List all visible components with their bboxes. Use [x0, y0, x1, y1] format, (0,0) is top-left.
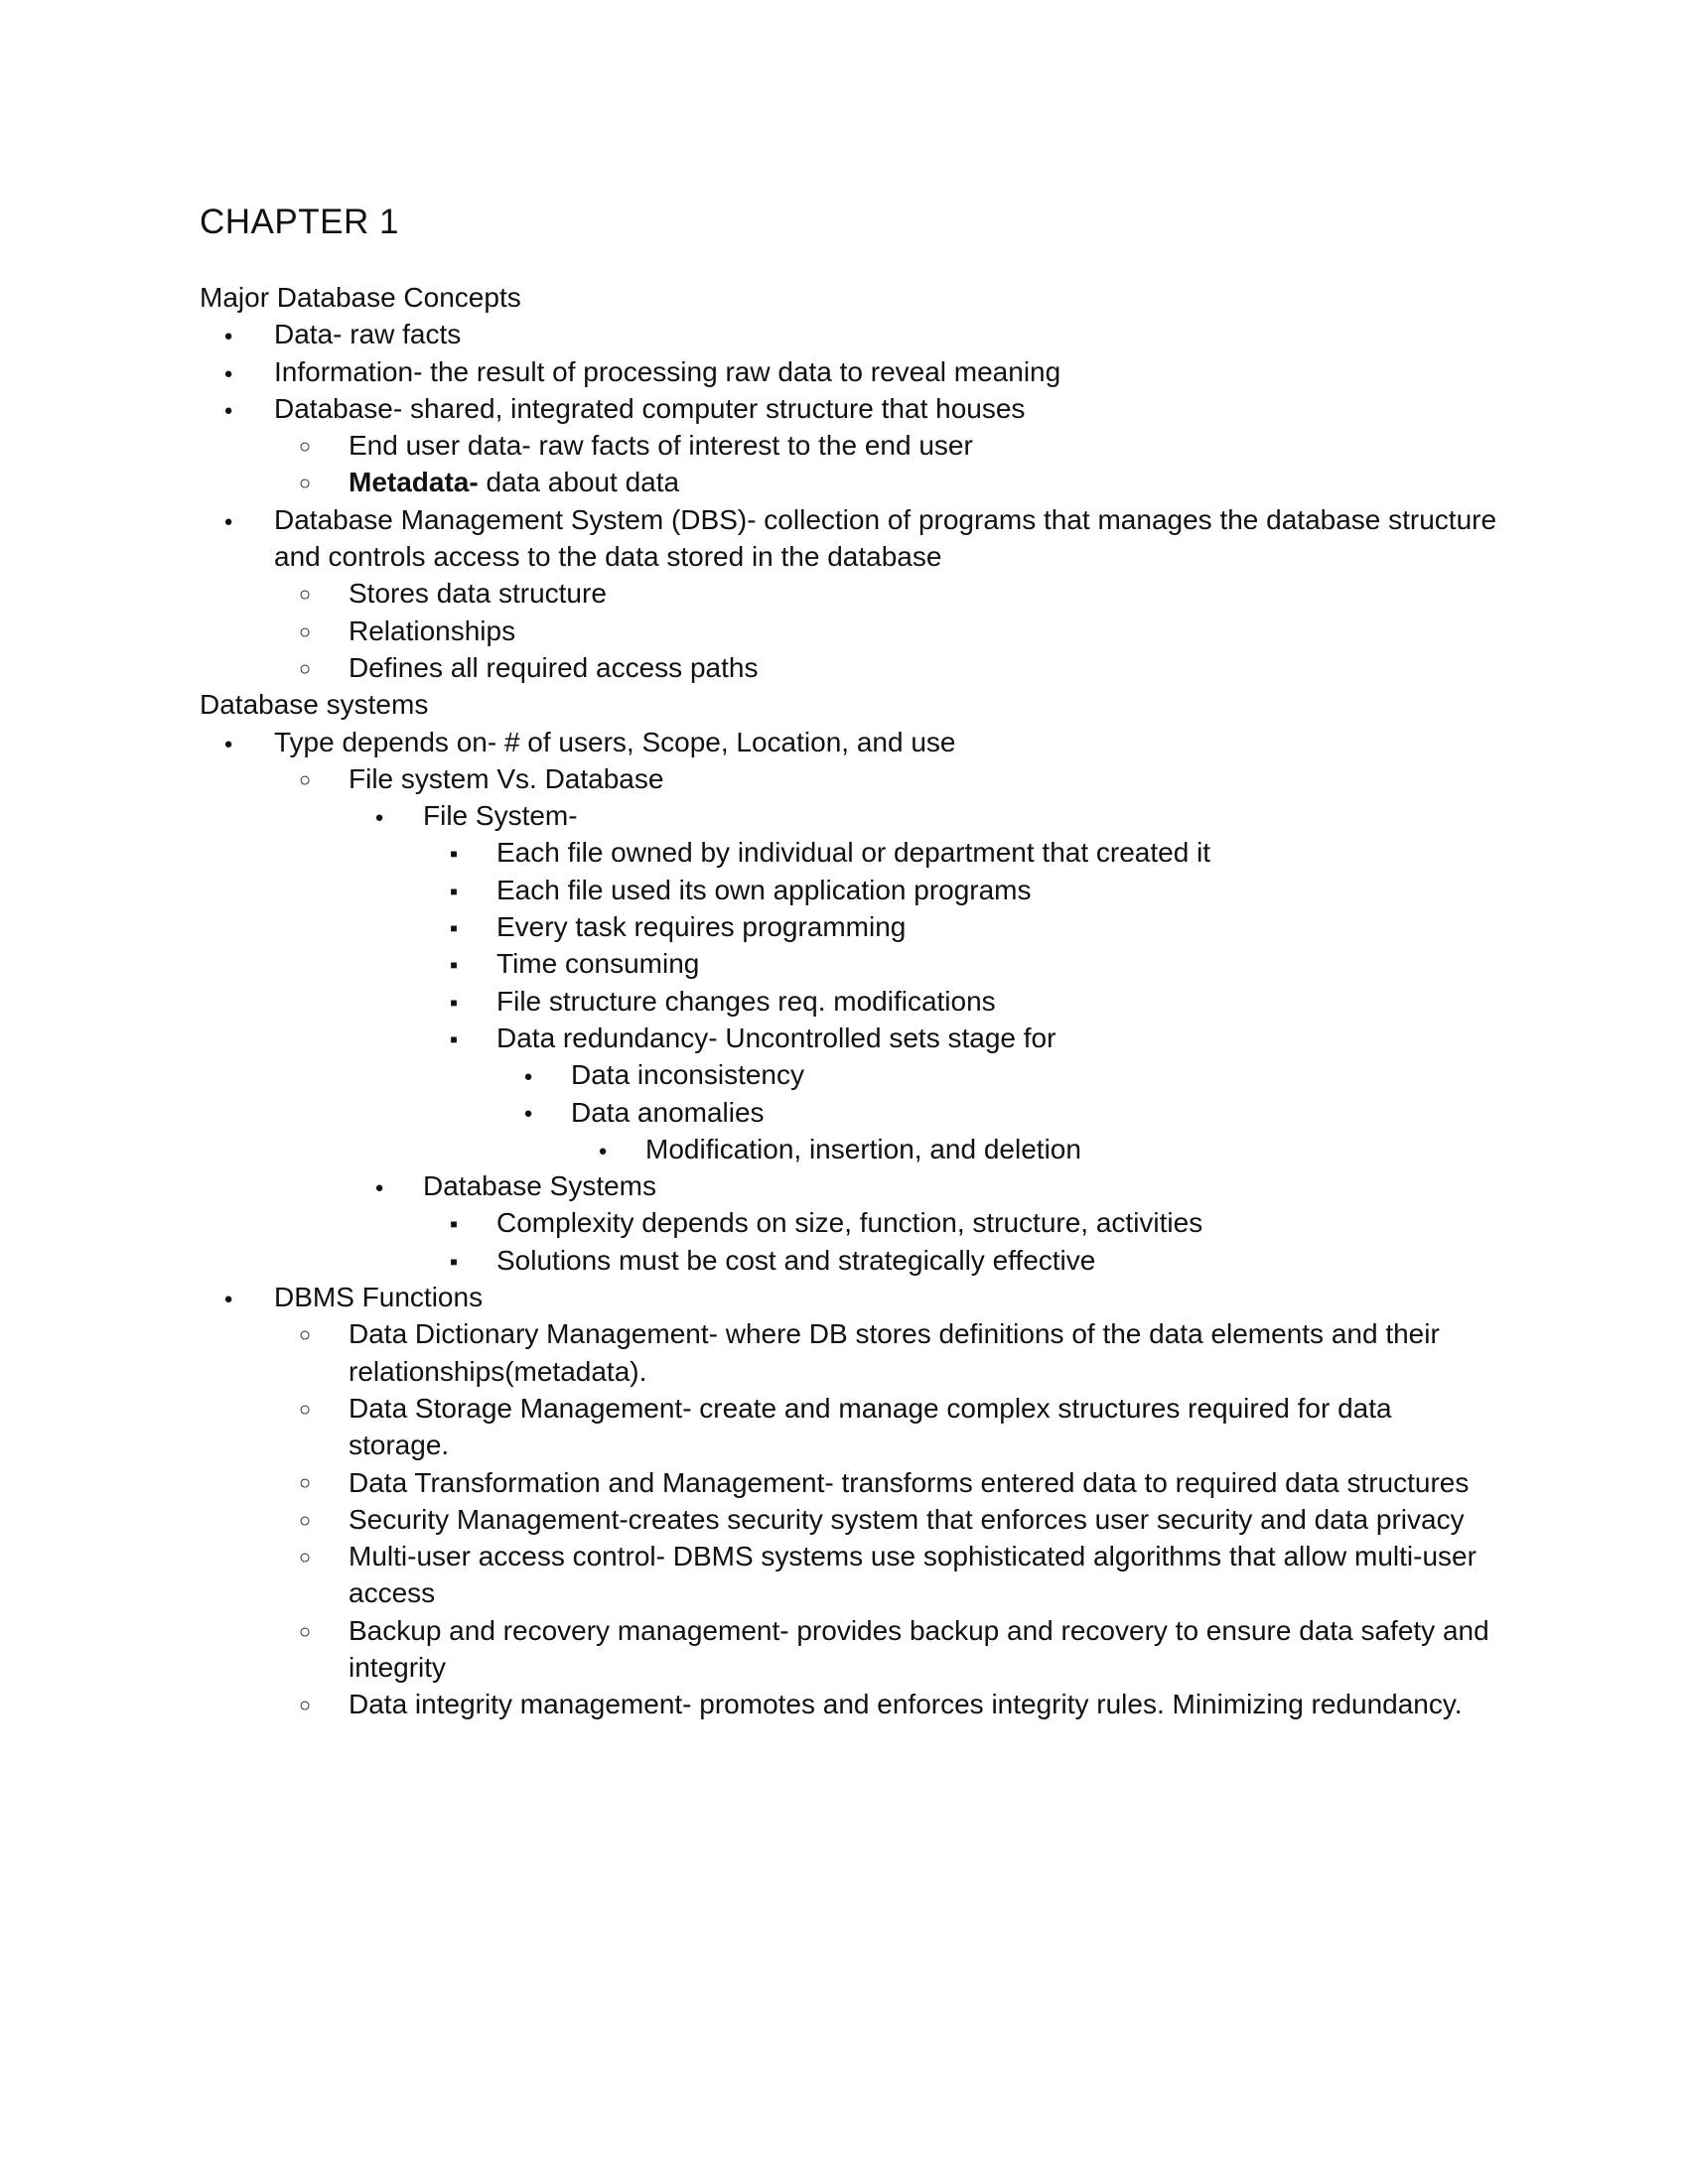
list-item: [0, 501, 1688, 538]
list-item-text: Each file owned by individual or department that created it: [496, 837, 1211, 869]
list-item: [0, 872, 1688, 908]
list-item: [0, 1131, 1688, 1167]
section-heading: [0, 279, 1688, 316]
list-item: [0, 390, 1688, 427]
list-item: [0, 1167, 1688, 1204]
disc-bullet-icon: [213, 316, 243, 354]
list-item-text: Complexity depends on size, function, structure, activities: [496, 1207, 1203, 1239]
list-item-text: Multi-user access control- DBMS systems use sophisticated algorithms that allow multi-user: [349, 1541, 1477, 1572]
list-item-text: [349, 464, 679, 500]
list-item: [0, 427, 1688, 464]
list-item-text: Database Systems: [423, 1170, 656, 1202]
circle-bullet-icon: [290, 1315, 320, 1354]
list-item-text: Data redundancy- Uncontrolled sets stage for: [496, 1022, 1056, 1053]
list-item: [0, 908, 1688, 945]
list-item: [0, 1612, 1688, 1649]
outline-list: [0, 279, 1688, 1723]
list-item: [0, 613, 1688, 649]
circle-bullet-icon: [290, 1612, 320, 1651]
list-item-text: DBMS Functions: [274, 1282, 484, 1313]
disc-bullet-icon: [364, 1167, 394, 1206]
list-item-text: File system Vs. Database: [349, 762, 664, 794]
disc-bullet-icon: [588, 1131, 618, 1169]
list-item: [0, 1056, 1688, 1093]
square-bullet-icon: [439, 945, 469, 984]
list-item-text: Data- raw facts: [274, 319, 462, 350]
square-bullet-icon: [439, 983, 469, 1022]
square-bullet-icon: [439, 834, 469, 873]
list-item-text: Defines all required access paths: [349, 651, 759, 683]
bold-term: Metadata-: [349, 467, 479, 498]
list-item-text: Data anomalies: [571, 1096, 765, 1128]
list-item: [0, 316, 1688, 352]
disc-bullet-icon: [213, 390, 243, 429]
term-definition: data about data: [478, 467, 680, 498]
list-item-text: Relationships: [349, 614, 516, 646]
list-item-text: Major Database Concepts: [200, 282, 521, 313]
disc-bullet-icon: [213, 724, 243, 762]
list-item: [0, 1538, 1688, 1574]
list-item-text: relationships(metadata).: [349, 1355, 647, 1387]
list-item-text: File structure changes req. modifications: [496, 985, 996, 1017]
disc-bullet-icon: [513, 1056, 543, 1095]
list-item: [0, 760, 1688, 797]
list-item-text: Database systems: [200, 689, 429, 721]
circle-bullet-icon: [290, 1464, 320, 1503]
list-item-text: Data Transformation and Management- transforms entered data to required data structures: [349, 1466, 1470, 1498]
circle-bullet-icon: [290, 1686, 320, 1724]
square-bullet-icon: [439, 1204, 469, 1243]
circle-bullet-icon: [290, 1538, 320, 1576]
list-item: [0, 1464, 1688, 1501]
disc-bullet-icon: [213, 353, 243, 392]
list-item-text: Database Management System (DBS)- collection of programs that manages the database structure: [274, 503, 1497, 535]
circle-bullet-icon: [290, 649, 320, 688]
list-item-text: Every task requires programming: [496, 911, 907, 943]
circle-bullet-icon: [290, 575, 320, 614]
list-item: [0, 1427, 1688, 1463]
list-item: [0, 649, 1688, 686]
square-bullet-icon: [439, 872, 469, 910]
square-bullet-icon: [439, 1242, 469, 1281]
list-item-text: Stores data structure: [349, 578, 607, 610]
list-item-text: Information- the result of processing raw data to reveal meaning: [274, 355, 1061, 387]
list-item: [0, 1686, 1688, 1722]
list-item-text: access: [349, 1577, 436, 1609]
list-item: [0, 945, 1688, 982]
list-item-text: File System-: [423, 800, 578, 832]
list-item: [0, 983, 1688, 1020]
list-item-text: and controls access to the data stored in the database: [274, 541, 942, 573]
disc-bullet-icon: [213, 1279, 243, 1317]
list-item-text: Modification, insertion, and deletion: [645, 1133, 1081, 1164]
list-item: [0, 1574, 1688, 1611]
list-item: [0, 464, 1688, 500]
list-item-text: Security Management-creates security system that enforces user security and data privacy: [349, 1503, 1465, 1535]
circle-bullet-icon: [290, 613, 320, 651]
list-item: [0, 1649, 1688, 1686]
list-item-text: integrity: [349, 1651, 447, 1683]
circle-bullet-icon: [290, 464, 320, 502]
list-item: [0, 797, 1688, 834]
disc-bullet-icon: [364, 797, 394, 836]
list-item-text: End user data- raw facts of interest to the end user: [349, 430, 973, 462]
list-item: [0, 538, 1688, 575]
square-bullet-icon: [439, 1020, 469, 1058]
circle-bullet-icon: [290, 760, 320, 799]
circle-bullet-icon: [290, 427, 320, 466]
list-item: [0, 575, 1688, 612]
list-item-text: Data inconsistency: [571, 1059, 805, 1091]
list-item-text: Data integrity management- promotes and enforces integrity rules. Minimizing redundancy.: [349, 1689, 1463, 1720]
list-item: [0, 724, 1688, 760]
disc-bullet-icon: [513, 1094, 543, 1133]
section-heading: [0, 686, 1688, 723]
list-item-text: Time consuming: [496, 948, 700, 980]
list-item: [0, 1353, 1688, 1390]
square-bullet-icon: [439, 908, 469, 947]
list-item: [0, 1390, 1688, 1427]
list-item-text: Data Dictionary Management- where DB stores definitions of the data elements and their: [349, 1318, 1440, 1350]
disc-bullet-icon: [213, 501, 243, 540]
list-item-text: Type depends on- # of users, Scope, Location, and use: [274, 726, 956, 757]
list-item: [0, 353, 1688, 390]
list-item: [0, 1094, 1688, 1131]
chapter-heading: CHAPTER 1: [200, 203, 399, 241]
list-item: [0, 1020, 1688, 1056]
list-item: [0, 834, 1688, 871]
list-item-text: Data Storage Management- create and manage complex structures required for data: [349, 1392, 1392, 1424]
list-item-text: storage.: [349, 1430, 450, 1461]
list-item-text: Solutions must be cost and strategically effective: [496, 1244, 1096, 1276]
list-item: [0, 1315, 1688, 1352]
circle-bullet-icon: [290, 1390, 320, 1429]
list-item: [0, 1279, 1688, 1315]
list-item: [0, 1242, 1688, 1279]
list-item: [0, 1501, 1688, 1538]
list-item: [0, 1204, 1688, 1241]
list-item-text: Backup and recovery management- provides backup and recovery to ensure data safety and: [349, 1614, 1489, 1646]
list-item-text: Database- shared, integrated computer structure that houses: [274, 392, 1026, 424]
list-item-text: Each file used its own application programs: [496, 874, 1032, 905]
circle-bullet-icon: [290, 1501, 320, 1540]
